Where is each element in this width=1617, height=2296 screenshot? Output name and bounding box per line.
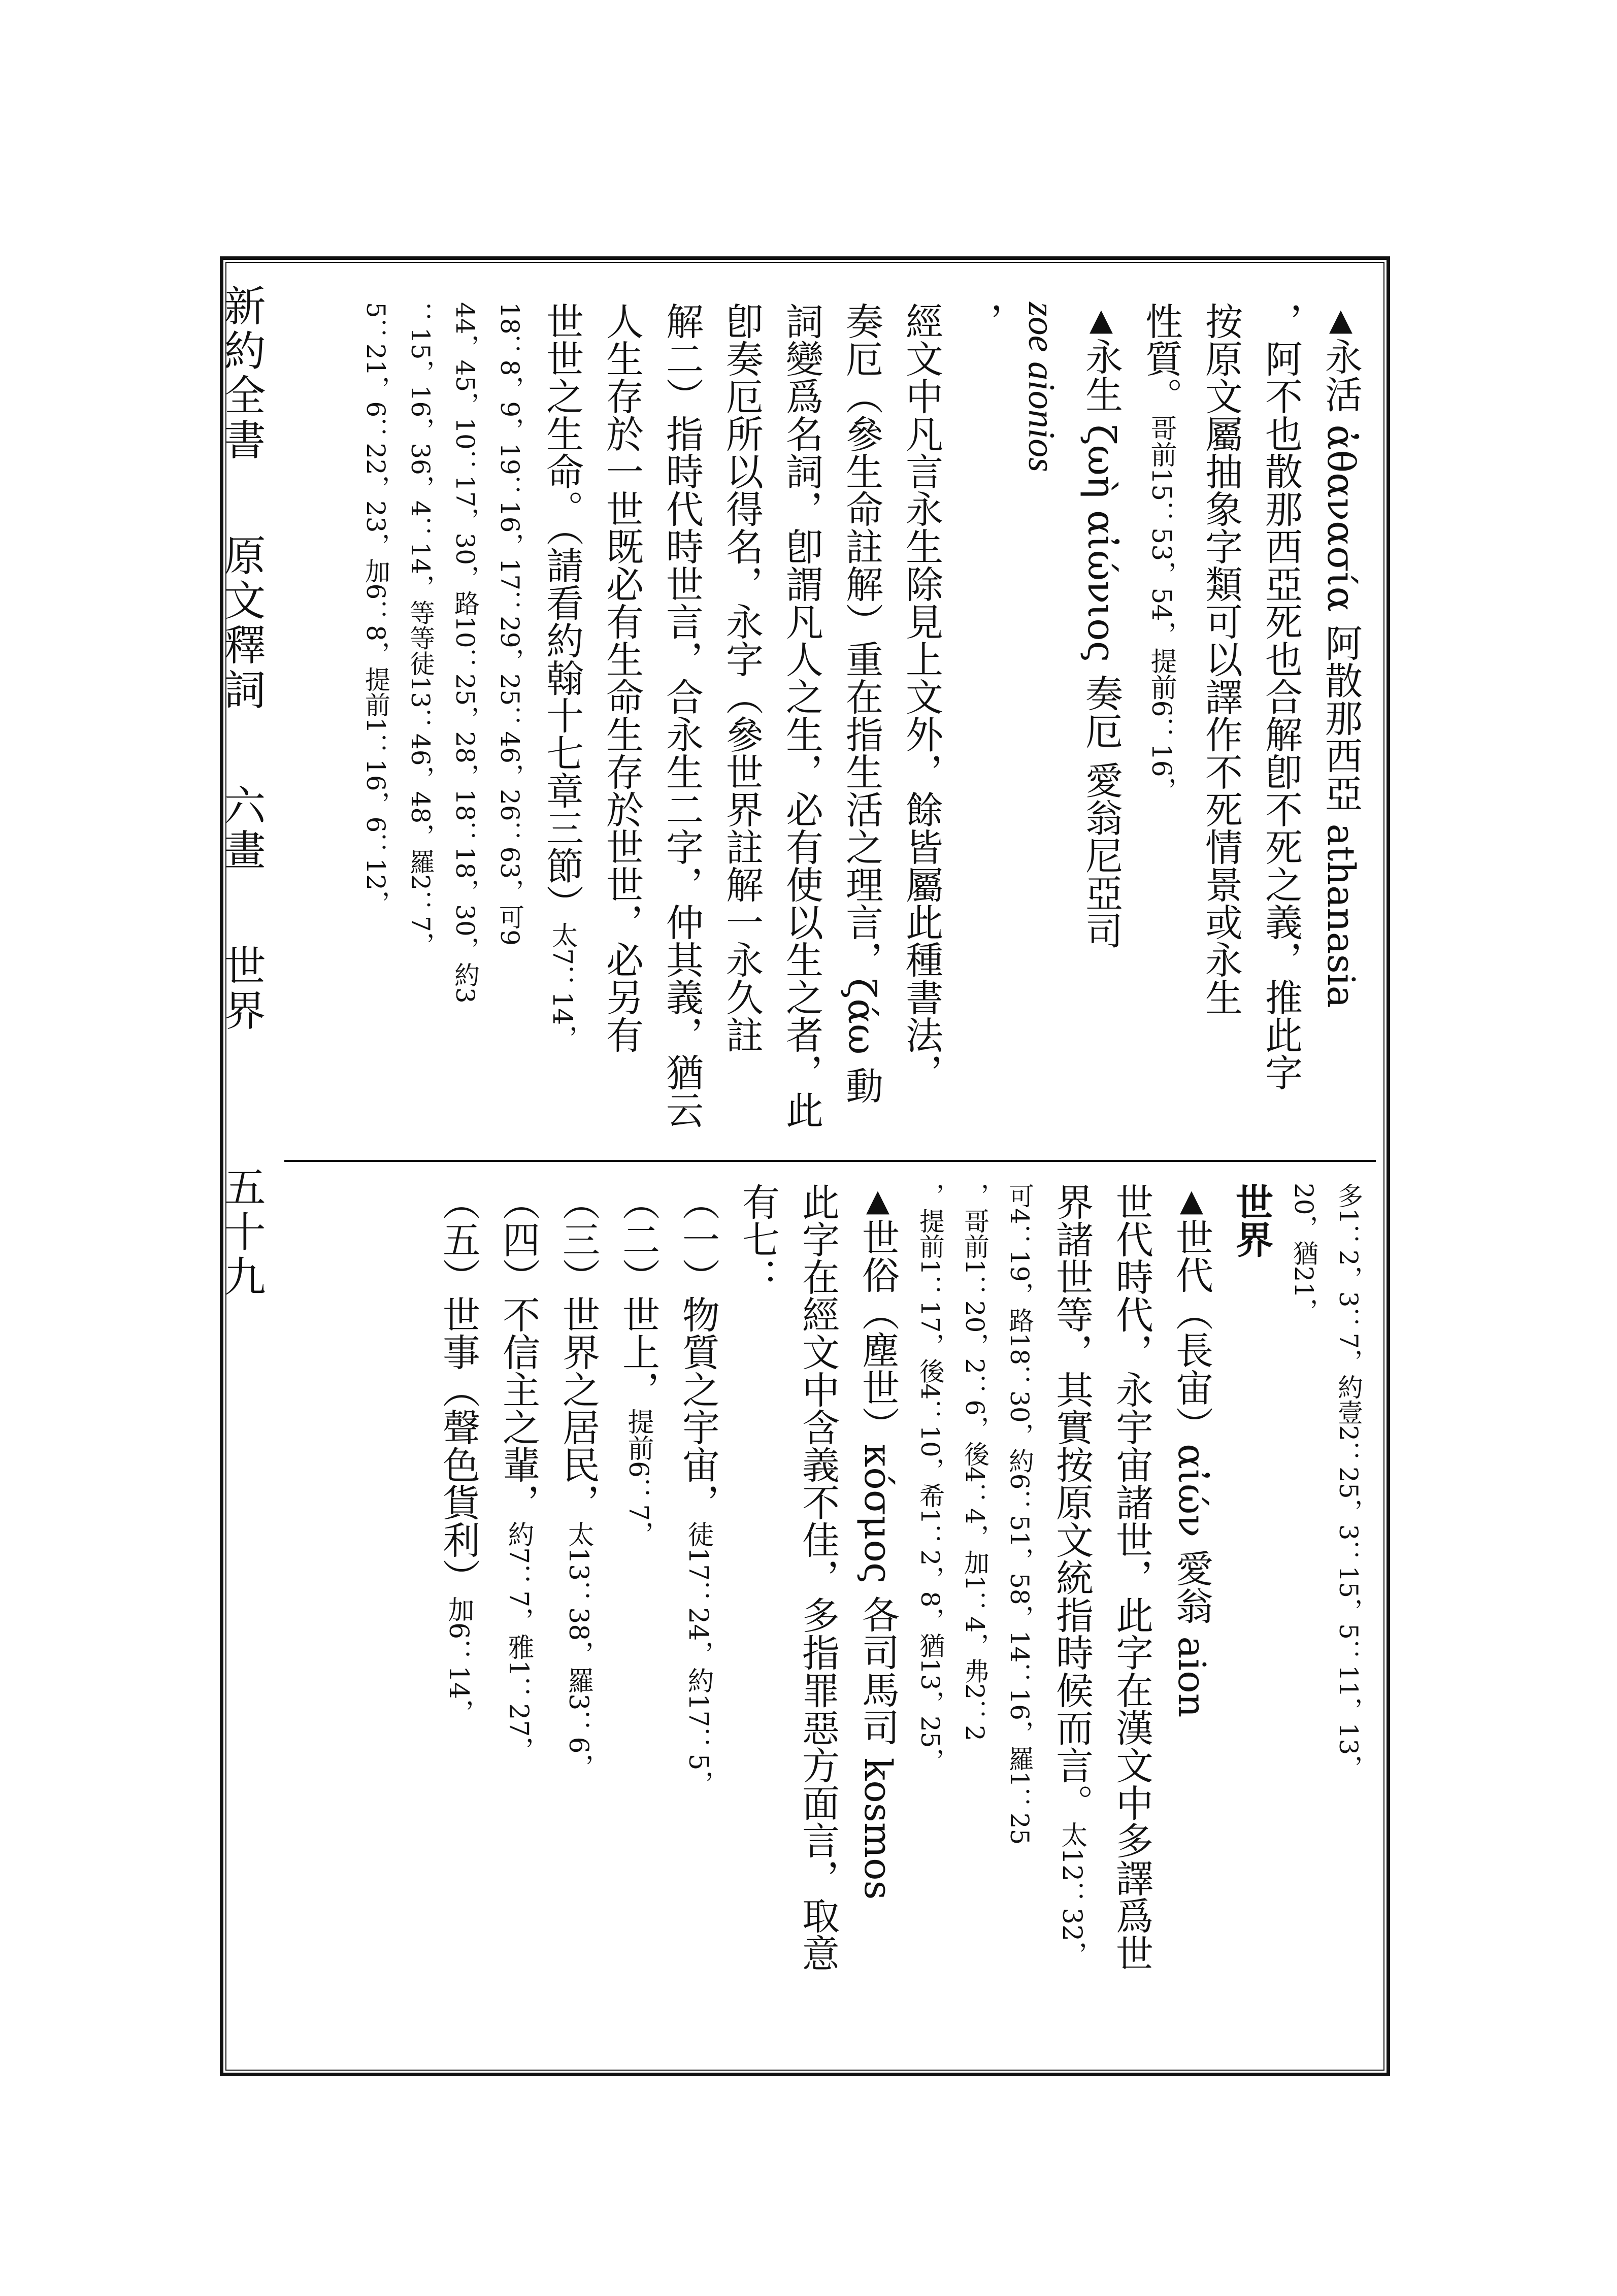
running-head <box>213 284 269 1959</box>
scripture-references: ，提前1：17，後4：10，希1：2，8，猶13，25， <box>915 1183 945 1774</box>
entry-text-line: 世世之生命。（請看約翰十七章三節） <box>540 302 584 922</box>
page-number: 五十九 <box>217 1166 266 1300</box>
entry-text-line: ，阿不也散那西亞死也合解卽不死之義，推此字 <box>1259 302 1303 1091</box>
list-item-label: （一）物質之宇宙， <box>676 1183 720 1521</box>
list-item-label: （二）世上， <box>616 1183 660 1408</box>
entry-text-line: 性質。 <box>1139 302 1183 415</box>
list-item <box>608 1183 668 2046</box>
entry-text-line: 按原文屬抽象字類可以譯作不死情景或永生 <box>1199 302 1243 1016</box>
list-item-label: （五）世事（聲色貨利） <box>437 1183 480 1596</box>
entry-text-line: 奏厄（參生命註解）重在指生活之理言，ζάω 動 <box>840 302 883 1104</box>
entry-text-line: 有七： <box>736 1183 780 1295</box>
entry-headline: 世代（長宙）αἰών 愛翁 aion <box>1170 1218 1213 1718</box>
current-word: 世界 <box>217 944 266 1034</box>
scripture-references: 太12：32， <box>1057 1821 1087 1968</box>
list-item-label: （四）不信主之輩， <box>497 1183 540 1521</box>
entry-aion <box>908 1183 1222 2046</box>
scripture-references: 可4：19，路18：30，約6：51，58，14：16，羅1：25 <box>1005 1183 1034 1845</box>
list-item <box>668 1183 728 2046</box>
scripture-references: 5：21，6：22，23，加6：8，提前1：16，6：12， <box>361 302 390 916</box>
scripture-references: 44，45，10：17，30，路10：25，28，18：18，30，約3 <box>450 302 480 1004</box>
entry-text-line: 世代時代，永宇宙諸世，此字在漢文中多譯爲世 <box>1110 1183 1153 1972</box>
list-item <box>488 1183 548 2046</box>
entry-kosmos <box>428 1183 908 2046</box>
scripture-references: 多1：2，3：7，約壹2：25，3：15，5：11，13， <box>1334 1183 1363 1781</box>
stroke-section: 六畫 <box>217 784 266 873</box>
scripture-references: ，哥前1：20，2：6，後4：4，加1：4，弗2：2 <box>960 1183 989 1741</box>
entry-zoe-aionios <box>353 302 1131 1140</box>
entry-text-line: 此字在經文中含義不佳，多指罪惡方面言，取意 <box>796 1183 840 1972</box>
transliteration: zoe aionios <box>1020 302 1062 473</box>
entry-text-line: 經文中凡言永生除見上文外，餘皆屬此種書法， <box>900 302 943 1091</box>
lower-panel <box>305 1183 1371 2046</box>
scripture-references: ：15，16，36，4：14，等等徒13：46，48，羅2：7， <box>406 302 435 957</box>
scripture-references: 提前6：7， <box>623 1408 653 1548</box>
scripture-references: 18：8，9，19：16，17：29，25：46，26：63，可9 <box>495 302 524 946</box>
section-heading: 世界 <box>1230 1183 1273 1258</box>
scripture-references: 約7：7，雅1：27， <box>503 1521 534 1763</box>
entry-text-line: 界諸世等，其實按原文統指時候而言。 <box>1050 1183 1094 1821</box>
scripture-references: 哥前15：53，54，提前6：16， <box>1146 415 1176 804</box>
entry-text-line: 人生存於一世既必有生命生存於世世，必另有 <box>600 302 644 1053</box>
triangle-marker-icon: ▲ <box>1323 302 1359 338</box>
scripture-references: 徒17：24，約17：5， <box>683 1521 713 1797</box>
book-title: 新約全書 <box>217 284 266 463</box>
list-item-label: （三）世界之居民， <box>556 1183 600 1521</box>
entry-athanasia <box>1131 302 1371 1140</box>
upper-panel <box>305 302 1371 1140</box>
entry-headline: 永活 ἀθανασία 阿散那西亞 athanasia <box>1319 338 1363 1008</box>
section-title: 原文釋詞 <box>217 534 266 713</box>
entry-text-line: 卽奏厄所以得名，永字（參世界註解一永久註 <box>720 302 764 1053</box>
scripture-references: 20，猶21， <box>1289 1183 1318 1324</box>
scripture-references: 太7：14， <box>547 922 577 1052</box>
entry-headline: 世俗（塵世）κόσμος 各司馬司 kosmos <box>856 1218 900 1900</box>
panel-divider <box>284 1160 1376 1162</box>
list-item <box>428 1183 488 2046</box>
scripture-references: 加6：14， <box>443 1596 474 1726</box>
entry-headline: 永生 ζωὴ αἰώνιος 奏厄 愛翁尼亞司 <box>1079 338 1123 949</box>
triangle-marker-icon: ▲ <box>1083 302 1119 338</box>
triangle-marker-icon: ▲ <box>860 1183 896 1218</box>
triangle-marker-icon: ▲ <box>1174 1183 1209 1218</box>
entry-text-line: 詞變爲名詞，卽謂凡人之生，必有使以生之者，此 <box>780 302 823 1128</box>
list-item <box>548 1183 608 2046</box>
entry-text-line: ， <box>960 302 1003 340</box>
entry-text-line: 解二）指時代時世言，合永生二字，仲其義，猶云 <box>660 302 704 1128</box>
scripture-references: 太13：38，羅3：6， <box>563 1521 593 1780</box>
